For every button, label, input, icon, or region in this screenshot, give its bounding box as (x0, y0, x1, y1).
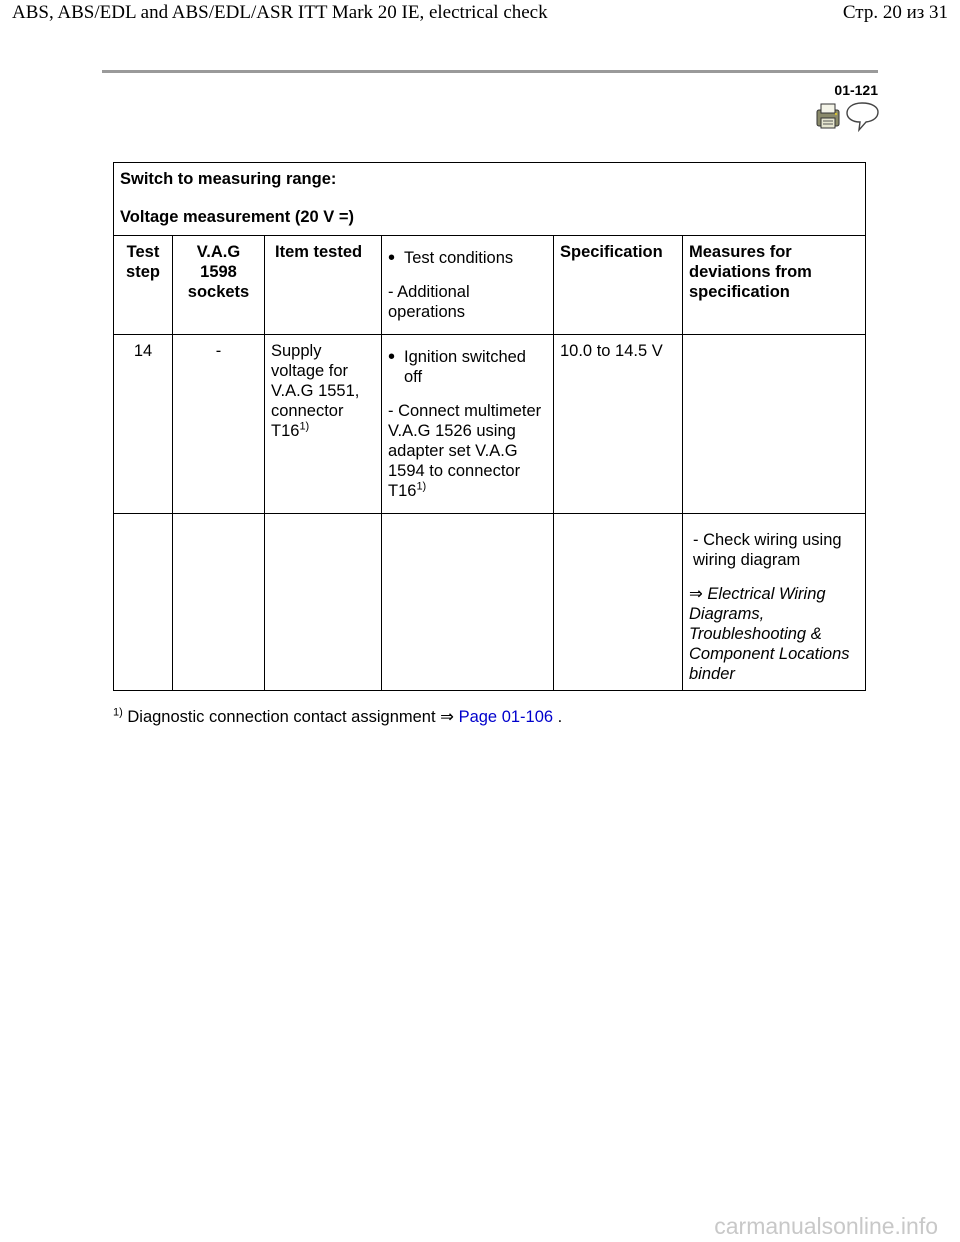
footnote-mark: 1) (113, 706, 123, 719)
header-conditions (382, 236, 554, 335)
empty-cell (173, 514, 265, 691)
row-condition-text: Ignition switched off (404, 348, 526, 386)
bullet-icon: • (388, 247, 396, 269)
arrow-icon: ⇒ (689, 585, 703, 603)
row-item-tested-text: Supply voltage for V.A.G 1551, connector T16 (271, 342, 360, 440)
header-additional-operations: - Additional operations (388, 283, 470, 321)
table-row (114, 335, 866, 514)
toolbar-icons (814, 100, 880, 132)
document-number: 01-121 (834, 82, 878, 98)
row-operation-text: - Connect multimeter V.A.G 1526 using adapter set V.A.G 1594 to connector T16 (388, 402, 542, 500)
row-item-tested (265, 335, 382, 514)
row-measures (683, 335, 866, 514)
page-link[interactable]: Page 01-106 (458, 708, 554, 726)
header-test-conditions (388, 248, 547, 268)
wiring-diagram-reference-text: Electrical Wiring Diagrams, Troubleshooting & Component Locations binder (689, 585, 850, 683)
row-condition (388, 347, 547, 387)
empty-cell (554, 514, 683, 691)
document-title: ABS, ABS/EDL and ABS/EDL/ASR ITT Mark 20 IE, electrical check (12, 2, 548, 23)
printer-icon[interactable] (817, 104, 839, 128)
speech-bubble-icon[interactable] (847, 103, 878, 130)
row-specification: 10.0 to 14.5 V (554, 335, 683, 514)
row-operation (388, 401, 547, 501)
check-wiring-text: - Check wiring using wiring diagram (693, 531, 842, 569)
watermark: carmanualsonline.info (714, 1213, 938, 1239)
page-counter: Стр. 20 из 31 (842, 2, 948, 23)
row-sockets: - (173, 335, 265, 514)
empty-cell (265, 514, 382, 691)
header-divider (102, 70, 878, 73)
wiring-diagram-reference[interactable] (689, 584, 859, 684)
row-conditions (382, 335, 554, 514)
header-vag-sockets: V.A.G 1598 sockets (173, 236, 265, 335)
empty-cell (382, 514, 554, 691)
row-test-step: 14 (114, 335, 173, 514)
header-item-tested-label: Item tested (275, 243, 363, 261)
bullet-icon: • (388, 346, 396, 368)
measuring-range-cell (114, 163, 866, 236)
footnote-ref: 1) (299, 420, 310, 433)
footnote-ref: 1) (416, 480, 427, 493)
footnote-end: . (557, 708, 563, 726)
header-test-step: Test step (114, 236, 173, 335)
footnote-text: Diagnostic connection contact assignment (127, 708, 436, 726)
voltage-measurement-label: Voltage measurement (20 V =) (120, 208, 354, 226)
header-item-tested (265, 236, 382, 335)
header-specification: Specification (554, 236, 683, 335)
measuring-range-label: Switch to measuring range: (120, 170, 337, 188)
measurement-table (113, 162, 866, 691)
arrow-icon: ⇒ (440, 708, 454, 726)
table-row (114, 514, 866, 691)
row-check-measures (683, 514, 866, 691)
header-test-conditions-label: Test conditions (404, 249, 514, 267)
footnote (113, 707, 562, 727)
header-measures: Measures for deviations from specification (683, 236, 866, 335)
empty-cell (114, 514, 173, 691)
